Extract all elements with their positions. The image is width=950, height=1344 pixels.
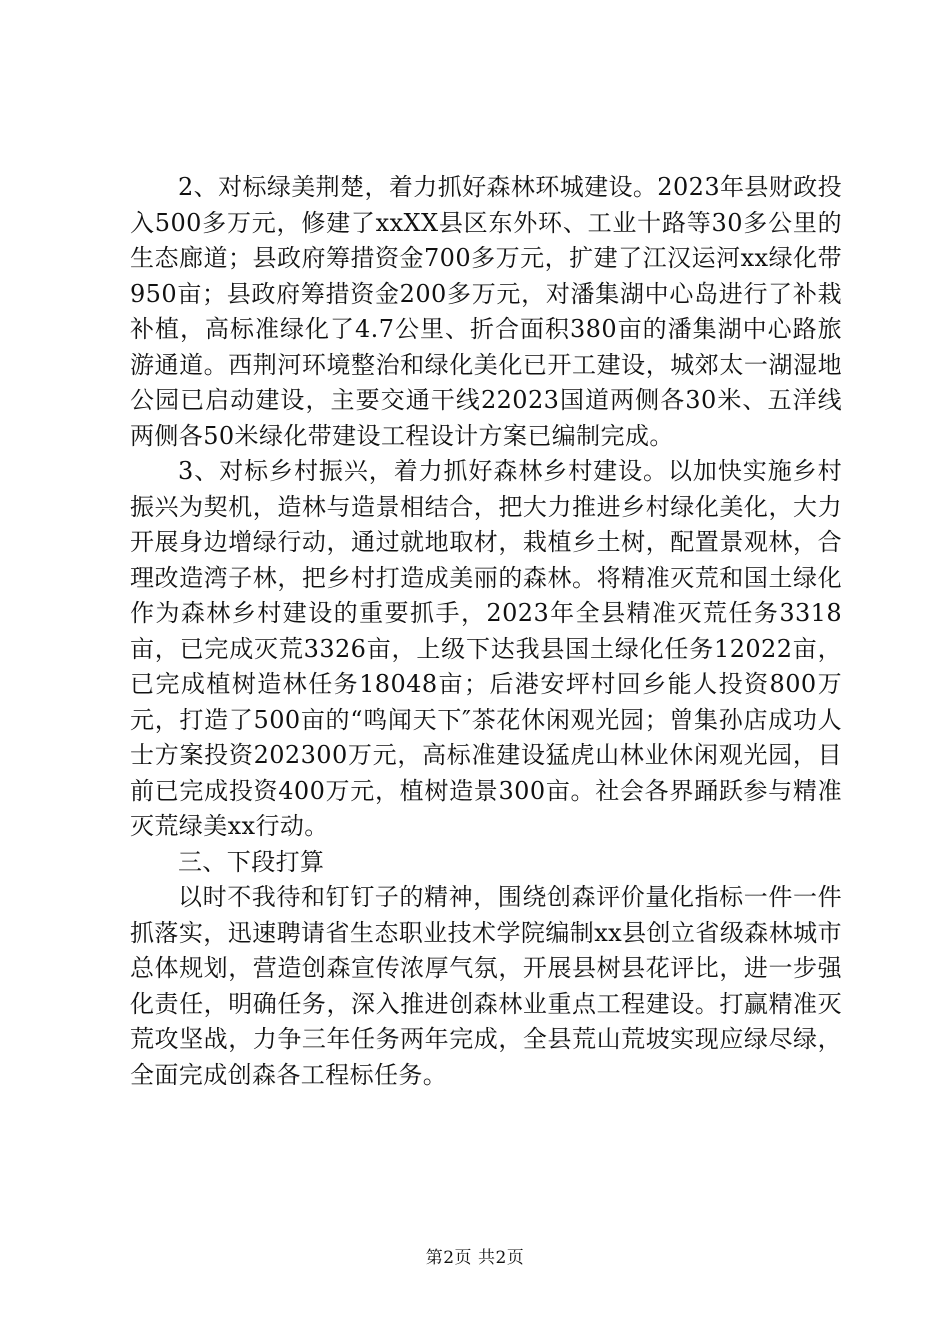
page-number-footer: 第2页 共2页 <box>425 1248 525 1268</box>
paragraph-rural-forest: 3、对标乡村振兴，着力抓好森林乡村建设。以加快实施乡村振兴为契机，造林与造景相结合，把大力推进乡村绿化美化，大力开展身边增绿行动，通过就地取材，栽植乡土树，配置景观林，合理改造湾子林，把乡村打造成美丽的森林。将精准灭荒和国土绿化作为森林乡村建设的重要抓手，2023年全县精准灭荒任务3318亩，已完成灭荒3326亩，上级下达我县国土绿化任务12022亩，已完成植树造林任务18048亩；后港安坪村回乡能人投资800万元，打造了500亩的“鸣闻天下″茶花休闲观光园；曾集孙店成功人士方案投资202300万元，高标准建设猛虎山林业休闲观光园，目前已完成投资400万元，植树造景300亩。社会各界踊跃参与精准灭荒绿美xx行动。 <box>130 457 842 840</box>
document-body <box>130 170 842 1093</box>
paragraph-next-plan: 以时不我待和钉钉子的精神，围绕创森评价量化指标一件一件抓落实，迅速聘请省生态职业技术学院编制xx县创立省级森林城市总体规划，营造创森宣传浓厚气氛，开展县树县花评比，进一步强化责任，明确任务，深入推进创森林业重点工程建设。打赢精准灭荒攻坚战，力争三年任务两年完成，全县荒山荒坡实现应绿尽绿，全面完成创森各工程标任务。 <box>130 883 842 1089</box>
section-heading: 三、下段打算 <box>178 847 325 876</box>
paragraph-green-city: 2、对标绿美荆楚，着力抓好森林环城建设。2023年县财政投入500多万元，修建了xxXX县区东外环、工业十路等30多公里的生态廊道；县政府筹措资金700多万元，扩建了江汉运河xx绿化带950亩；县政府筹措资金200多万元，对潘集湖中心岛进行了补栽补植，高标准绿化了4.7公里、折合面积380亩的潘集湖中心路旅游通道。西荆河环境整治和绿化美化已开工建设，城郊太一湖湿地公园已启动建设，主要交通干线22023国道两侧各30米、五洋线两侧各50米绿化带建设工程设计方案已编制完成。 <box>130 173 842 450</box>
